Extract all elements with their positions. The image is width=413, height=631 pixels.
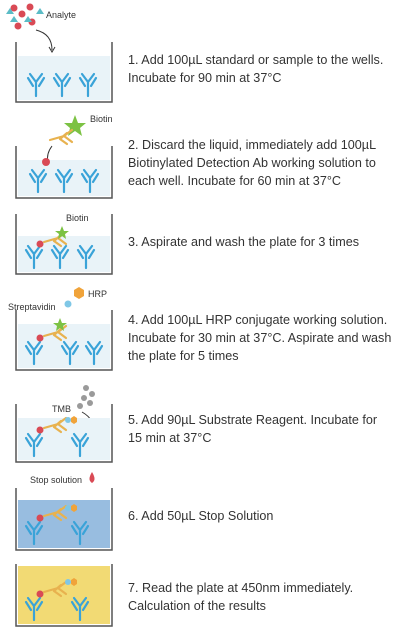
analyte-icon <box>37 515 44 522</box>
analyte-icon <box>37 427 44 434</box>
step-6-text: 6. Add 50µL Stop Solution <box>128 509 274 523</box>
analyte-icon <box>42 158 50 166</box>
tmb-label: TMB <box>52 404 71 414</box>
hrp-label: HRP <box>88 289 108 299</box>
well <box>16 146 112 198</box>
step-6-illustration <box>16 472 112 550</box>
step-7-illustration <box>16 564 112 626</box>
analyte-icon <box>6 4 44 30</box>
hrp-icon <box>74 287 84 299</box>
step-4-text: 4. Add 100µL HRP conjugate working solution. Incubate for 30 min at 37°C. Aspirate and wash the plate for 5 times <box>128 313 392 363</box>
well <box>16 214 112 274</box>
analyte-icon <box>37 591 44 598</box>
step-2-illustration <box>16 114 113 198</box>
biotin-label: Biotin <box>90 114 113 124</box>
step-5-illustration <box>16 385 112 462</box>
analyte-icon <box>37 241 44 248</box>
tmb-icon <box>77 385 95 409</box>
arrow-icon <box>36 30 52 50</box>
step-3-illustration <box>16 213 112 274</box>
biotin-label: Biotin <box>66 213 89 223</box>
analyte-icon <box>37 335 44 342</box>
step-4-illustration <box>8 287 112 370</box>
step-7-text: 7. Read the plate at 450nm immediately. Calculation of the results <box>128 581 354 613</box>
well <box>16 564 112 626</box>
streptavidin-icon <box>65 301 72 308</box>
streptavidin-label: Streptavidin <box>8 302 56 312</box>
well <box>16 42 112 102</box>
analyte-label: Analyte <box>46 10 77 20</box>
step-2-text: 2. Discard the liquid, immediately add 100µL Biotinylated Detection Ab working solution to each well. Incubate for 60 min at 37°C <box>128 138 377 188</box>
step-1-illustration <box>6 4 112 103</box>
drop-icon <box>90 472 95 483</box>
stop-solution-label: Stop solution <box>30 475 83 485</box>
well <box>16 310 112 370</box>
step-3-text: 3. Aspirate and wash the plate for 3 times <box>128 235 360 249</box>
step-1-text: 1. Add 100µL standard or sample to the wells. Incubate for 90 min at 37°C <box>128 53 384 85</box>
step-5-text: 5. Add 90µL Substrate Reagent. Incubate for 15 min at 37°C <box>128 413 378 445</box>
well <box>16 488 112 550</box>
